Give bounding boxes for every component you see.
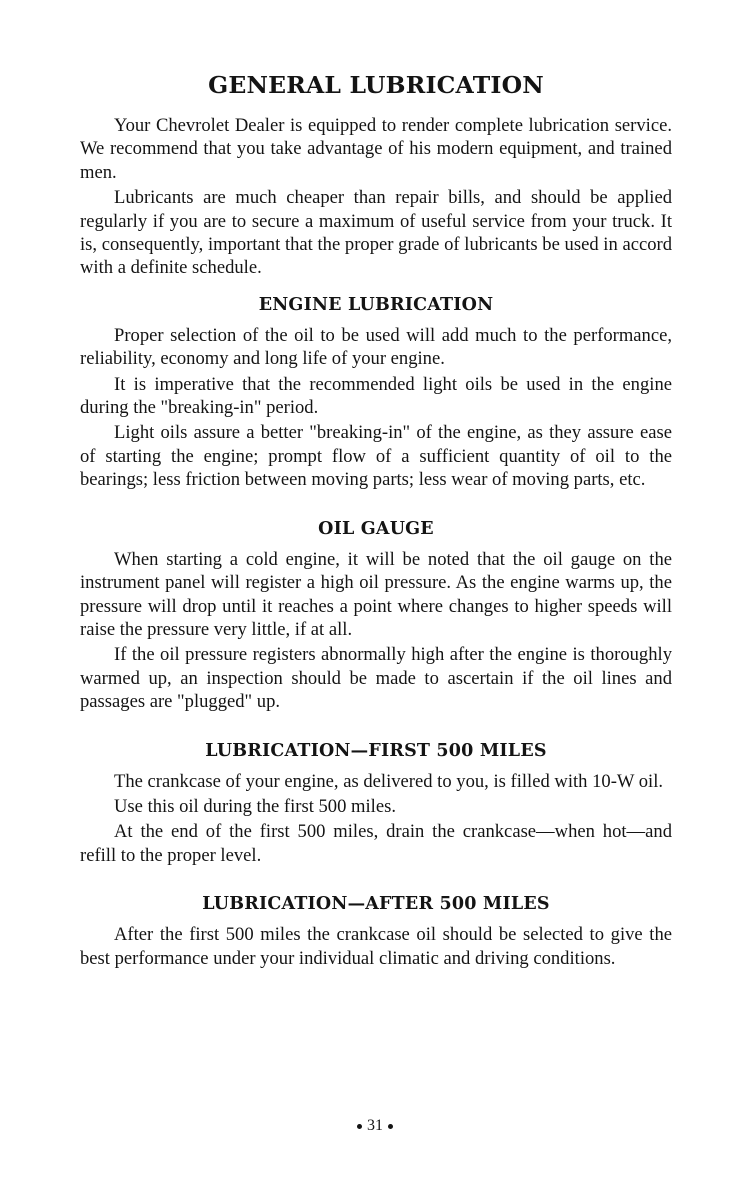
section-paragraph: At the end of the first 500 miles, drain the crankcase—when hot—and refill to the proper level.	[80, 821, 672, 866]
section-oil-gauge	[80, 516, 672, 714]
section-paragraph: It is imperative that the recommended light oils be used in the engine during the "breaking-in" period.	[80, 373, 672, 419]
section-engine-lubrication	[80, 292, 672, 492]
section-heading: OIL GAUGE	[318, 518, 434, 539]
intro	[80, 114, 672, 280]
section-paragraph: The crankcase of your engine, as delivered to you, is filled with 10-W oil.	[114, 770, 664, 792]
section-heading: LUBRICATION—AFTER 500 MILES	[202, 894, 550, 915]
section-paragraph: Use this oil during the first 500 miles.	[114, 795, 396, 817]
section-paragraph: Proper selection of the oil to be used will add much to the performance, reliability, economy and long life of your engine.	[80, 324, 672, 370]
bullet-dot-icon	[388, 1124, 393, 1129]
section-paragraph: If the oil pressure registers abnormally high after the engine is thoroughly warmed up, an inspection should be made to ascertain if the oil lines and passages are "plugged" up.	[80, 644, 672, 713]
page-number	[0, 1117, 750, 1135]
section-paragraph: Light oils assure a better "breaking-in" of the engine, as they assure ease of starting the engine; prompt flow of a sufficient quantity of oil to the bearings; less friction between moving parts; less wear of moving parts, etc.	[80, 422, 672, 491]
section-paragraph: After the first 500 miles the crankcase oil should be selected to give the best performance under your individual climatic and driving conditions.	[80, 924, 672, 969]
bullet-dot-icon	[357, 1124, 362, 1129]
section-paragraph: When starting a cold engine, it will be noted that the oil gauge on the instrument panel will register a high oil pressure. As the engine warms up, the pressure will drop until it reaches a point where changes to higher speeds will raise the pressure very little, if at all.	[80, 548, 672, 640]
page-number-text: 31	[367, 1117, 383, 1134]
section-after-500-miles	[80, 891, 672, 970]
section-heading: LUBRICATION—FIRST 500 MILES	[205, 740, 547, 761]
intro-paragraph: Lubricants are much cheaper than repair bills, and should be applied regularly if you are to secure a maximum of useful service from your truck. It is, consequently, important that the proper grade of lubricants be used in accord with a definite schedule.	[80, 187, 672, 279]
section-heading: ENGINE LUBRICATION	[258, 294, 494, 315]
page-body	[80, 68, 672, 970]
section-first-500-miles	[80, 738, 672, 868]
intro-paragraph: Your Chevrolet Dealer is equipped to render complete lubrication service. We recommend that you take advantage of his modern equipment, and trained men.	[80, 115, 672, 183]
page-title: GENERAL LUBRICATION	[208, 71, 544, 99]
